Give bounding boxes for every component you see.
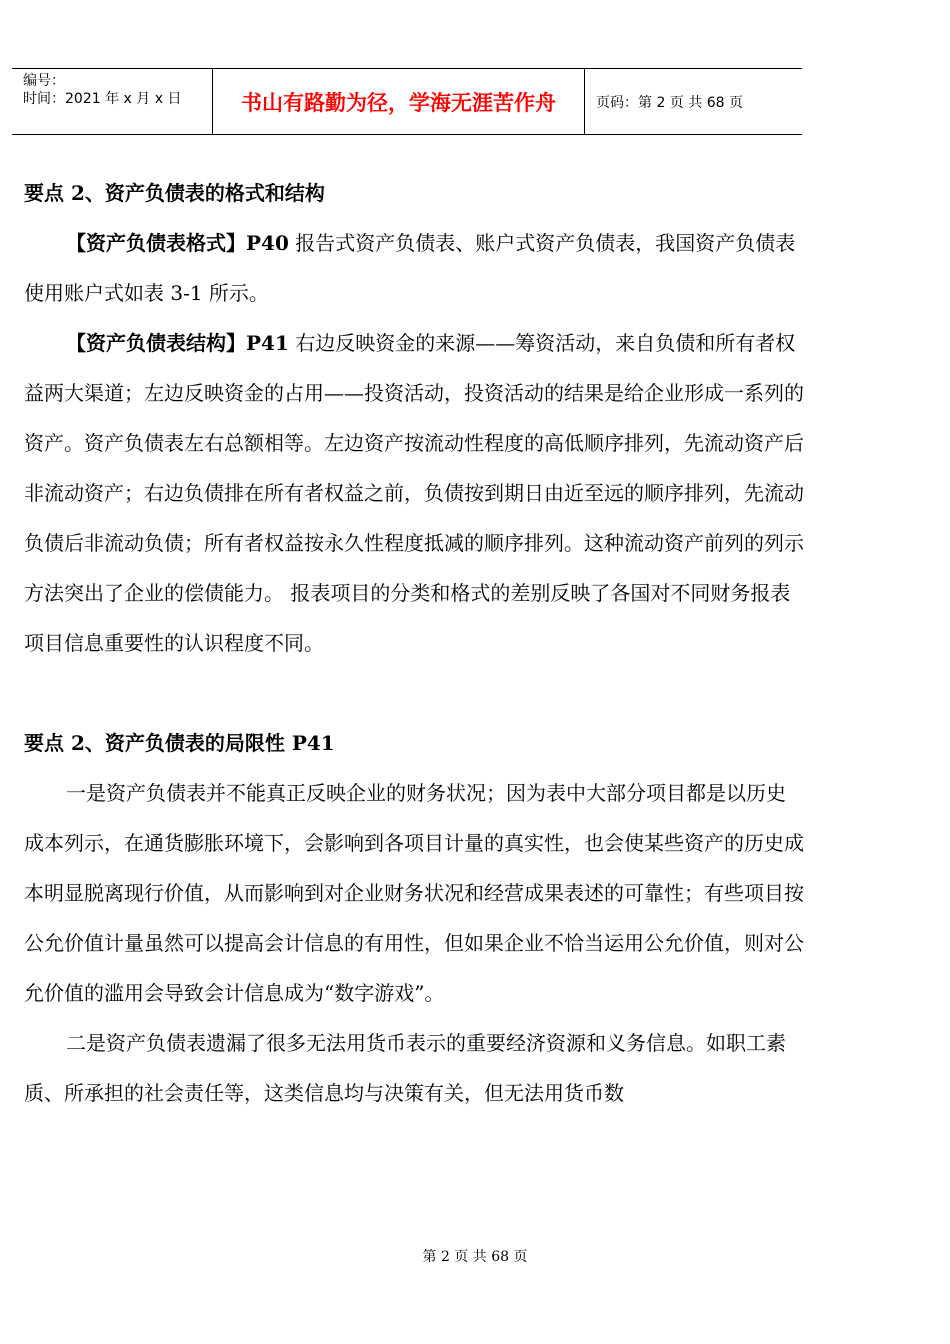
page-info-text: 页码：第 2 页 共 68 页: [596, 94, 743, 111]
paragraph-format: [24, 218, 804, 318]
header-page-info: [585, 69, 802, 134]
section-heading-format: 要点 2、资产负债表的格式和结构: [24, 181, 325, 205]
paragraph-text: 报告式资产负债表、账户式资产负债表，我国资产负债表使用账户式如表 3-1 所示。: [24, 231, 796, 305]
paragraph-lead: 【资产负债表格式】P40: [66, 231, 289, 255]
motto-text: 书山有路勤为径，学海无涯苦作舟: [241, 90, 556, 115]
footer-page-number: 第 2 页 共 68 页: [422, 1249, 528, 1265]
paragraph-lead: 【资产负债表结构】P41: [66, 331, 289, 355]
document-body: [24, 168, 804, 1118]
header-meta: [12, 69, 213, 134]
page-header: [12, 68, 802, 135]
paragraph-limitation-two: 二是资产负债表遗漏了很多无法用货币表示的重要经济资源和义务信息。如职工素质、所承担的社会责任等，这类信息均与决策有关，但无法用货币数: [24, 1031, 786, 1105]
header-motto: [213, 69, 585, 134]
document-number-label: 编号：: [23, 73, 65, 89]
page-footer: [0, 1246, 950, 1266]
document-time-label: 时间：2021 年 x 月 x 日: [23, 91, 182, 107]
section-heading-limitations: 要点 2、资产负债表的局限性 P41: [24, 731, 335, 755]
paragraph-text: 右边反映资金的来源——筹资活动，来自负债和所有者权益两大渠道；左边反映资金的占用——投资活动，投资活动的结果是给企业形成一系列的资产。资产负债表左右总额相等。左边资产按流动性程度的高低顺序排列，先流动资产后非流动资产；右边负债排在所有者权益之前，负债按到期日由近至远的顺序排列，先流动负债后非流动负债；所有者权益按永久性程度抵减的顺序排列。这种流动资产前列的列示方法突出了企业的偿债能力。 报表项目的分类和格式的差别反映了各国对不同财务报表项目信息重要性的认识程度不同。: [24, 331, 804, 655]
paragraph-limitation-one: 一是资产负债表并不能真正反映企业的财务状况；因为表中大部分项目都是以历史成本列示，在通货膨胀环境下，会影响到各项目计量的真实性，也会使某些资产的历史成本明显脱离现行价值，从而影响到对企业财务状况和经营成果表述的可靠性；有些项目按公允价值计量虽然可以提高会计信息的有用性，但如果企业不恰当运用公允价值，则对公允价值的滥用会导致会计信息成为“数字游戏”。: [24, 781, 804, 1005]
paragraph-structure: [24, 318, 804, 668]
section-spacer: [24, 668, 804, 718]
